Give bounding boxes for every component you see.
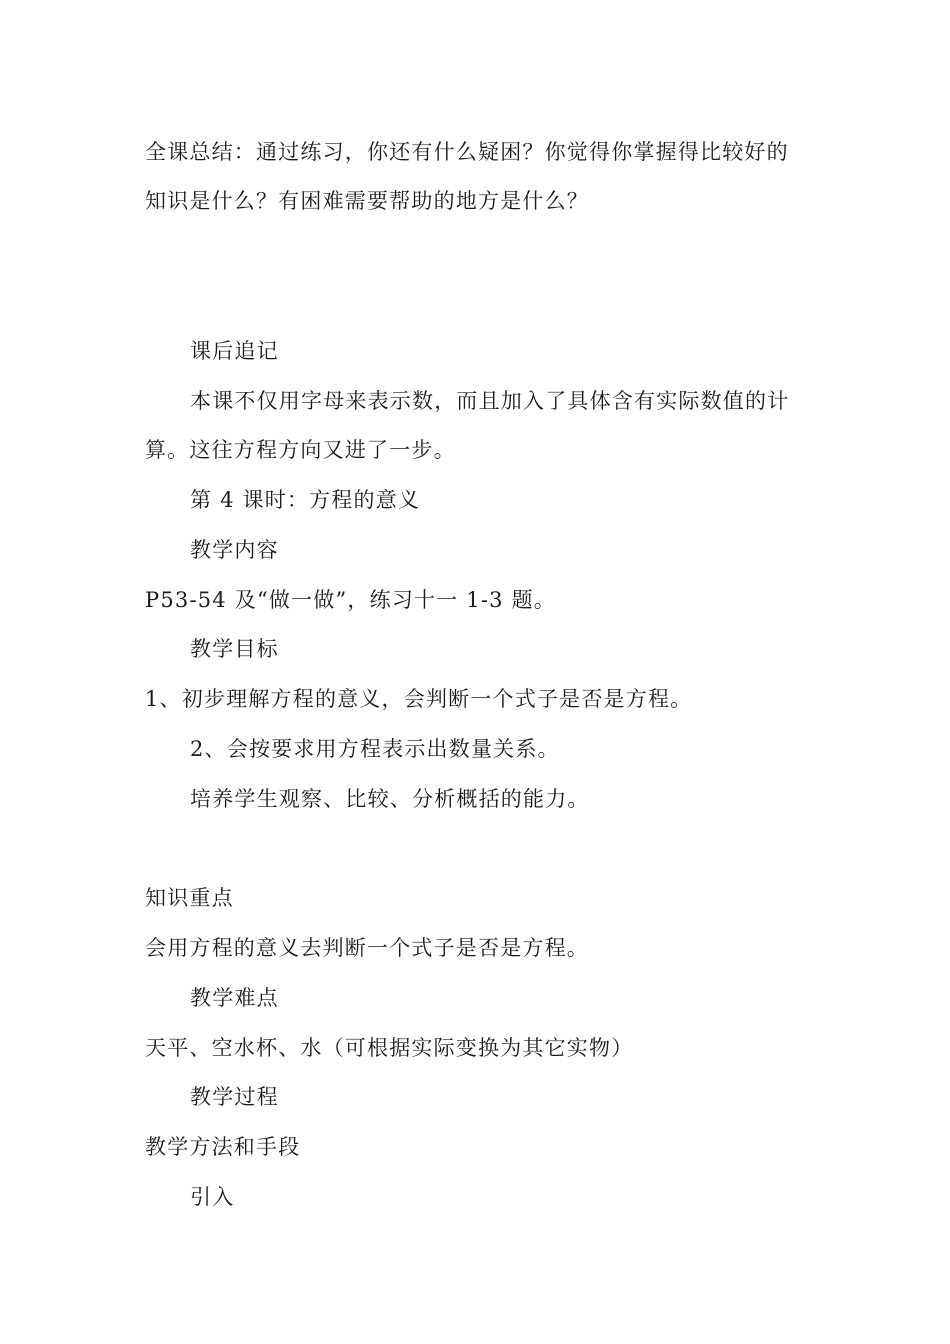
summary-paragraph-line-1: 全课总结：通过练习，你还有什么疑困？你觉得你掌握得比较好的: [145, 140, 789, 164]
methods-heading: 教学方法和手段: [145, 1135, 301, 1159]
postclass-paragraph-line-2: 算。这往方程方向又进了一步。: [145, 438, 456, 462]
process-heading: 教学过程: [190, 1085, 279, 1109]
keypoint-text: 会用方程的意义去判断一个式子是否是方程。: [145, 936, 589, 960]
summary-paragraph-line-2: 知识是什么？有困难需要帮助的地方是什么？: [145, 189, 589, 213]
keypoint-heading: 知识重点: [145, 886, 234, 910]
goal-item-1: 1、初步理解方程的意义，会判断一个式子是否是方程。: [145, 687, 693, 711]
intro-heading: 引入: [190, 1185, 235, 1209]
goals-heading: 教学目标: [190, 637, 279, 661]
postclass-heading: 课后追记: [190, 339, 279, 363]
materials-text: 天平、空水杯、水（可根据实际变换为其它实物）: [145, 1036, 634, 1060]
goal-item-3: 培养学生观察、比较、分析概括的能力。: [190, 787, 590, 811]
content-heading: 教学内容: [190, 538, 279, 562]
lesson-title: 第 4 课时：方程的意义: [190, 488, 421, 512]
postclass-paragraph-line-1: 本课不仅用字母来表示数，而且加入了具体含有实际数值的计: [190, 389, 790, 413]
goal-item-2: 2、会按要求用方程表示出数量关系。: [190, 737, 560, 761]
content-text: P53-54 及“做一做”，练习十一 1-3 题。: [145, 588, 556, 612]
difficulty-heading: 教学难点: [190, 986, 279, 1010]
